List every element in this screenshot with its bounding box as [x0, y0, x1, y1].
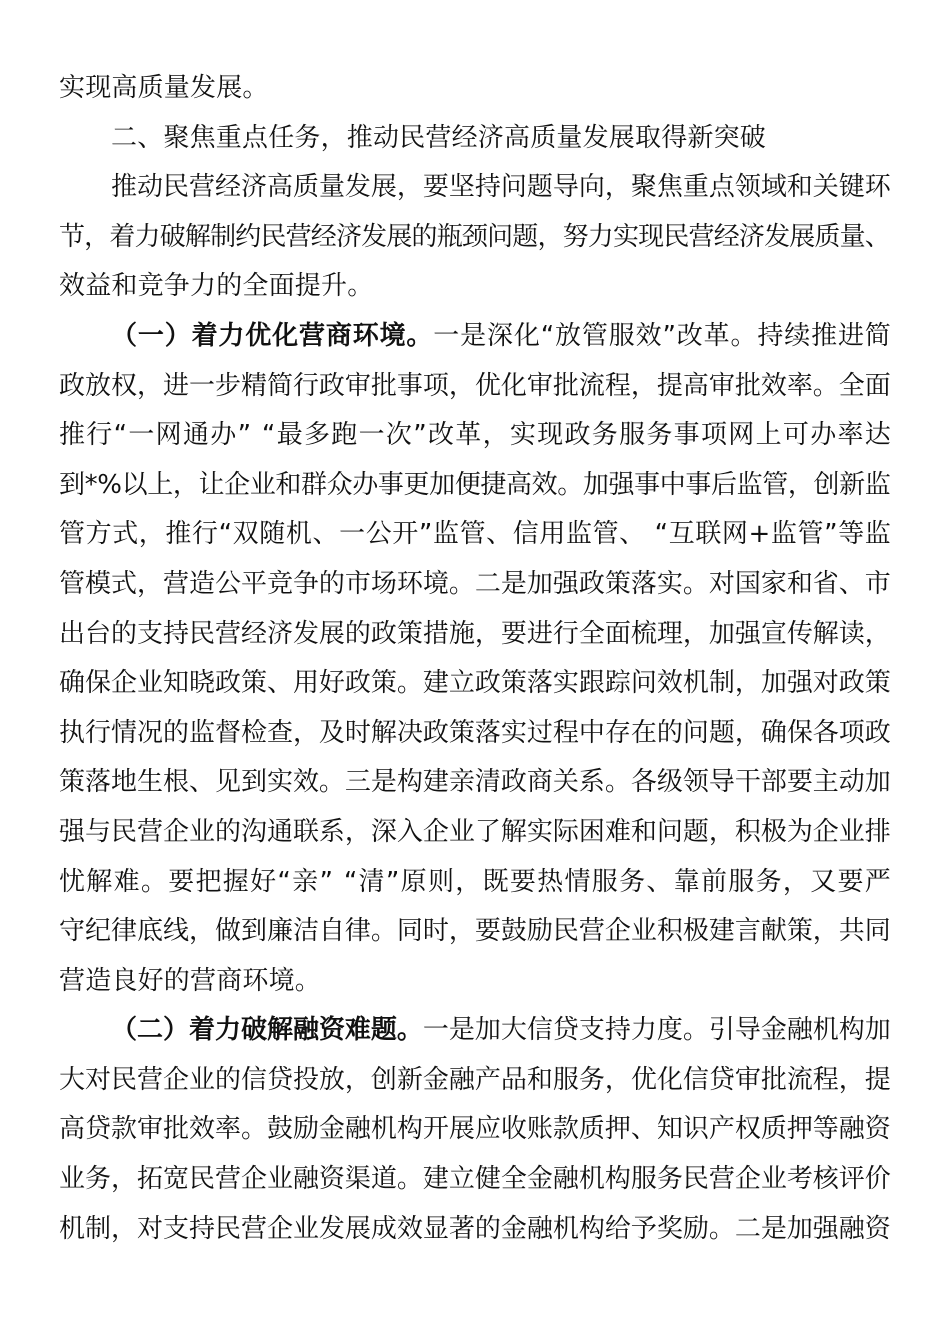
text-line — [59, 312, 891, 362]
line-text: 出台的支持民营经济发展的政策措施，要进行全面梳理，加强宣传解读， — [59, 618, 891, 649]
line-text: 高贷款审批效率。鼓励金融机构开展应收账款质押、知识产权质押等融资 — [59, 1114, 891, 1145]
text-line — [59, 213, 891, 263]
text-line — [59, 1006, 891, 1056]
text-line — [59, 808, 891, 858]
line-text: 业务，拓宽民营企业融资渠道。建立健全金融机构服务民营企业考核评价 — [59, 1164, 891, 1195]
text-line — [59, 411, 891, 461]
line-text: 机制，对支持民营企业发展成效显著的金融机构给予奖励。二是加强融资 — [59, 1213, 891, 1244]
line-text: 营造良好的营商环境。 — [59, 965, 322, 996]
text-line — [59, 1155, 891, 1205]
line-text: 大对民营企业的信贷投放，创新金融产品和服务，优化信贷审批流程，提 — [59, 1064, 891, 1095]
line-text: 策落地生根、见到实效。三是构建亲清政商关系。各级领导干部要主动加 — [59, 767, 891, 798]
text-line — [59, 610, 891, 660]
text-line — [59, 858, 891, 908]
text-line — [59, 461, 891, 511]
line-text: 守纪律底线，做到廉洁自律。同时，要鼓励民营企业积极建言献策，共同 — [59, 916, 891, 947]
line-text: 强与民营企业的沟通联系，深入企业了解实际困难和问题，积极为企业排 — [59, 816, 891, 847]
line-text: 效益和竞争力的全面提升。 — [59, 271, 374, 302]
text-line — [59, 114, 891, 164]
text-line — [59, 709, 891, 759]
line-text: 确保企业知晓政策、用好政策。建立政策落实跟踪问效机制，加强对政策 — [59, 668, 891, 699]
text-line — [59, 758, 891, 808]
text-line — [59, 64, 891, 114]
text-line — [59, 1056, 891, 1106]
line-text: 一是深化“放管服效”改革。持续推进简 — [433, 320, 892, 351]
line-text: 二、聚焦重点任务，推动民营经济高质量发展取得新突破 — [111, 122, 767, 153]
line-text: 一是加大信贷支持力度。引导金融机构加 — [422, 1015, 891, 1046]
line-text: 推动民营经济高质量发展，要坚持问题导向，聚焦重点领域和关键环 — [111, 172, 891, 203]
line-text: 节，着力破解制约民营经济发展的瓶颈问题，努力实现民营经济发展质量、 — [59, 221, 890, 252]
text-line — [59, 659, 891, 709]
line-text: 政放权，进一步精简行政审批事项，优化审批流程，提高审批效率。全面 — [59, 370, 891, 401]
line-text: 管方式，推行“双随机、一公开”监管、信用监管、 “互联网+监管”等监 — [59, 519, 892, 550]
line-text: 到*%以上，让企业和群众办事更加便捷高效。加强事中事后监管，创新监 — [59, 469, 891, 500]
document-body — [59, 64, 891, 1254]
line-text: 管模式，营造公平竞争的市场环境。二是加强政策落实。对国家和省、市 — [59, 568, 891, 599]
line-text: 忧解难。要把握好“亲” “清”原则，既要热情服务、靠前服务，又要严 — [59, 866, 893, 897]
text-line — [59, 1205, 891, 1255]
text-line — [59, 560, 891, 610]
text-line — [59, 262, 891, 312]
text-line — [59, 163, 891, 213]
section-heading: （一）着力优化营商环境。 — [111, 320, 434, 351]
line-text: 执行情况的监督检查，及时解决政策落实过程中存在的问题，确保各项政 — [59, 717, 891, 748]
line-text: 实现高质量发展。 — [59, 73, 269, 103]
section-heading: （二）着力破解融资难题。 — [111, 1015, 423, 1046]
line-text: 推行“一网通办” “最多跑一次”改革，实现政务服务事项网上可办率达 — [59, 420, 893, 451]
text-line — [59, 1105, 891, 1155]
text-line — [59, 510, 891, 560]
text-line — [59, 362, 891, 412]
text-line — [59, 957, 891, 1007]
text-line — [59, 907, 891, 957]
